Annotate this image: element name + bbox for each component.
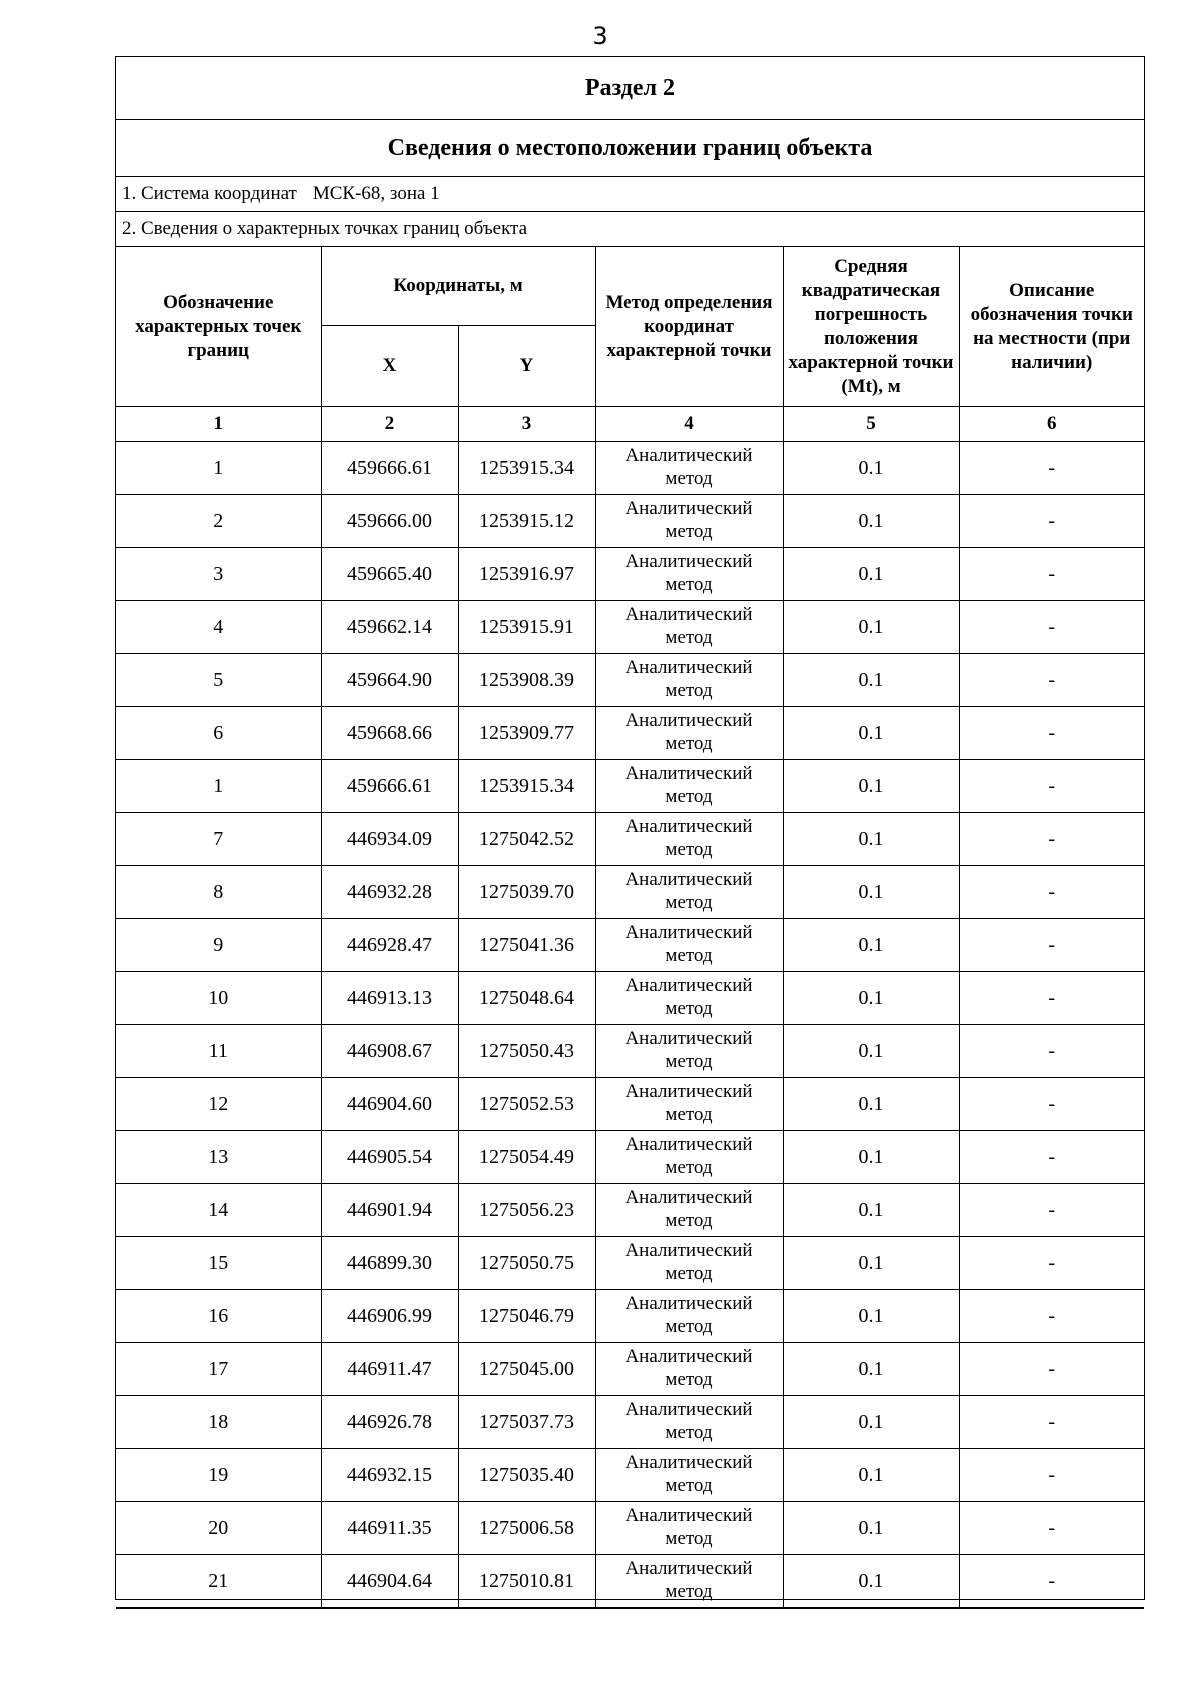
column-number: 6	[959, 407, 1144, 442]
method-line-2: метод	[665, 1528, 713, 1549]
method-line-1: Аналитический	[625, 869, 753, 890]
table-row	[116, 1396, 1144, 1449]
method-line-2: метод	[665, 468, 713, 489]
coord-x: 446913.13	[321, 972, 458, 1025]
method	[595, 601, 783, 654]
coordinate-system-row	[116, 177, 1144, 212]
method-line-1: Аналитический	[625, 551, 753, 572]
table-row	[116, 1555, 1144, 1608]
mt-value: 0.1	[783, 972, 959, 1025]
point-description: -	[959, 1131, 1144, 1184]
coord-y: 1275050.75	[458, 1237, 595, 1290]
coord-x: 446908.67	[321, 1025, 458, 1078]
method-line-2: метод	[665, 1263, 713, 1284]
coord-x: 446901.94	[321, 1184, 458, 1237]
method	[595, 1078, 783, 1131]
table-row	[116, 1343, 1144, 1396]
mt-value: 0.1	[783, 1078, 959, 1131]
point-description: -	[959, 972, 1144, 1025]
column-number: 3	[458, 407, 595, 442]
point-description: -	[959, 442, 1144, 495]
coord-y: 1253916.97	[458, 548, 595, 601]
point-number: 1	[116, 442, 321, 495]
coord-x: 446911.35	[321, 1502, 458, 1555]
table-row	[116, 495, 1144, 548]
mt-value: 0.1	[783, 654, 959, 707]
table-row	[116, 972, 1144, 1025]
table-end-row	[116, 1608, 1144, 1633]
coord-x: 446904.64	[321, 1555, 458, 1608]
method	[595, 1396, 783, 1449]
method-line-2: метод	[665, 998, 713, 1019]
mt-value: 0.1	[783, 1237, 959, 1290]
point-description: -	[959, 1555, 1144, 1608]
coord-x: 446932.15	[321, 1449, 458, 1502]
coordinate-system-value: МСК-68, зона 1	[312, 183, 440, 204]
coord-x: 446899.30	[321, 1237, 458, 1290]
point-number: 1	[116, 760, 321, 813]
point-description: -	[959, 1290, 1144, 1343]
method	[595, 1025, 783, 1078]
method-line-1: Аналитический	[625, 922, 753, 943]
point-description: -	[959, 1449, 1144, 1502]
mt-value: 0.1	[783, 1290, 959, 1343]
coord-y: 1253908.39	[458, 654, 595, 707]
mt-value: 0.1	[783, 1184, 959, 1237]
header-x: X	[321, 326, 458, 407]
method-line-1: Аналитический	[625, 763, 753, 784]
boundary-points-table	[116, 246, 1144, 1608]
point-description: -	[959, 1078, 1144, 1131]
method-line-1: Аналитический	[625, 1028, 753, 1049]
method	[595, 1184, 783, 1237]
method-line-2: метод	[665, 574, 713, 595]
method	[595, 813, 783, 866]
coord-x: 446934.09	[321, 813, 458, 866]
method	[595, 548, 783, 601]
table-row	[116, 919, 1144, 972]
point-number: 4	[116, 601, 321, 654]
point-number: 12	[116, 1078, 321, 1131]
section-2-form	[115, 56, 1145, 1600]
table-row	[116, 1184, 1144, 1237]
method-line-2: метод	[665, 733, 713, 754]
page-number: 3	[592, 22, 608, 50]
method-line-1: Аналитический	[625, 1452, 753, 1473]
point-description: -	[959, 495, 1144, 548]
coord-y: 1275037.73	[458, 1396, 595, 1449]
mt-value: 0.1	[783, 1343, 959, 1396]
method-line-1: Аналитический	[625, 1558, 753, 1579]
method-line-1: Аналитический	[625, 1081, 753, 1102]
table-row	[116, 1025, 1144, 1078]
coord-y: 1275052.53	[458, 1078, 595, 1131]
mt-value: 0.1	[783, 1449, 959, 1502]
point-description: -	[959, 813, 1144, 866]
point-description: -	[959, 1343, 1144, 1396]
coord-y: 1275056.23	[458, 1184, 595, 1237]
mt-value: 0.1	[783, 760, 959, 813]
point-description: -	[959, 1184, 1144, 1237]
method-line-2: метод	[665, 1475, 713, 1496]
column-number: 5	[783, 407, 959, 442]
header-method: Метод определения координат характерной точки	[595, 247, 783, 407]
method-line-1: Аналитический	[625, 445, 753, 466]
method-line-2: метод	[665, 839, 713, 860]
coord-x: 459666.00	[321, 495, 458, 548]
column-number: 4	[595, 407, 783, 442]
point-description: -	[959, 601, 1144, 654]
method-line-2: метод	[665, 1422, 713, 1443]
method	[595, 760, 783, 813]
method-line-2: метод	[665, 521, 713, 542]
coord-y: 1253915.91	[458, 601, 595, 654]
mt-value: 0.1	[783, 1396, 959, 1449]
point-number: 10	[116, 972, 321, 1025]
coord-x: 446904.60	[321, 1078, 458, 1131]
point-number: 3	[116, 548, 321, 601]
method-line-1: Аналитический	[625, 1399, 753, 1420]
method-line-1: Аналитический	[625, 975, 753, 996]
mt-value: 0.1	[783, 866, 959, 919]
coord-y: 1275045.00	[458, 1343, 595, 1396]
point-description: -	[959, 1237, 1144, 1290]
table-row	[116, 1237, 1144, 1290]
coord-y: 1275010.81	[458, 1555, 595, 1608]
coord-y: 1275039.70	[458, 866, 595, 919]
method-line-2: метод	[665, 680, 713, 701]
method-line-2: метод	[665, 1104, 713, 1125]
method-line-1: Аналитический	[625, 710, 753, 731]
point-number: 19	[116, 1449, 321, 1502]
coord-y: 1275048.64	[458, 972, 595, 1025]
header-designation: Обозначение характерных точек границ	[116, 247, 321, 407]
method	[595, 1555, 783, 1608]
mt-value: 0.1	[783, 1131, 959, 1184]
method-line-1: Аналитический	[625, 1505, 753, 1526]
point-number: 8	[116, 866, 321, 919]
method-line-1: Аналитический	[625, 498, 753, 519]
coord-x: 459666.61	[321, 760, 458, 813]
coord-y: 1253915.12	[458, 495, 595, 548]
coord-y: 1275041.36	[458, 919, 595, 972]
method-line-2: метод	[665, 1157, 713, 1178]
point-description: -	[959, 548, 1144, 601]
point-number: 5	[116, 654, 321, 707]
coord-x: 446932.28	[321, 866, 458, 919]
table-row	[116, 1290, 1144, 1343]
method-line-1: Аналитический	[625, 1346, 753, 1367]
table-row	[116, 707, 1144, 760]
point-number: 18	[116, 1396, 321, 1449]
mt-value: 0.1	[783, 707, 959, 760]
table-row	[116, 601, 1144, 654]
point-description: -	[959, 919, 1144, 972]
point-description: -	[959, 866, 1144, 919]
method	[595, 654, 783, 707]
method	[595, 495, 783, 548]
coord-y: 1275046.79	[458, 1290, 595, 1343]
point-description: -	[959, 1025, 1144, 1078]
points-heading: 2. Сведения о характерных точках границ объекта	[122, 218, 528, 239]
method-line-2: метод	[665, 1051, 713, 1072]
method-line-1: Аналитический	[625, 657, 753, 678]
table-row	[116, 813, 1144, 866]
method-line-1: Аналитический	[625, 1240, 753, 1261]
point-description: -	[959, 1502, 1144, 1555]
point-number: 2	[116, 495, 321, 548]
point-number: 21	[116, 1555, 321, 1608]
table-row	[116, 1131, 1144, 1184]
coord-y: 1253909.77	[458, 707, 595, 760]
point-number: 16	[116, 1290, 321, 1343]
method-line-2: метод	[665, 1316, 713, 1337]
table-row	[116, 1449, 1144, 1502]
point-number: 7	[116, 813, 321, 866]
coord-x: 459666.61	[321, 442, 458, 495]
coord-y: 1275035.40	[458, 1449, 595, 1502]
coord-x: 459664.90	[321, 654, 458, 707]
coordinate-system-label: 1. Система координат	[122, 183, 297, 204]
point-number: 9	[116, 919, 321, 972]
point-number: 20	[116, 1502, 321, 1555]
mt-value: 0.1	[783, 1025, 959, 1078]
method-line-2: метод	[665, 627, 713, 648]
method-line-2: метод	[665, 1581, 713, 1602]
coord-x: 459662.14	[321, 601, 458, 654]
table-row	[116, 1502, 1144, 1555]
coord-x: 459665.40	[321, 548, 458, 601]
method-line-2: метод	[665, 1210, 713, 1231]
point-description: -	[959, 1396, 1144, 1449]
method-line-2: метод	[665, 945, 713, 966]
method	[595, 1449, 783, 1502]
coord-x: 446905.54	[321, 1131, 458, 1184]
header-error: Средняя квадратическая погрешность положения характерной точки (Mt), м	[783, 247, 959, 407]
method-line-2: метод	[665, 786, 713, 807]
method	[595, 1237, 783, 1290]
table-row	[116, 866, 1144, 919]
section-title: Раздел 2	[116, 57, 1144, 120]
point-number: 13	[116, 1131, 321, 1184]
method-line-1: Аналитический	[625, 1293, 753, 1314]
point-number: 17	[116, 1343, 321, 1396]
method-line-1: Аналитический	[625, 604, 753, 625]
mt-value: 0.1	[783, 495, 959, 548]
point-description: -	[959, 760, 1144, 813]
point-description: -	[959, 654, 1144, 707]
coord-y: 1253915.34	[458, 760, 595, 813]
header-y: Y	[458, 326, 595, 407]
coord-x: 446928.47	[321, 919, 458, 972]
coord-y: 1275054.49	[458, 1131, 595, 1184]
method-line-1: Аналитический	[625, 816, 753, 837]
point-description: -	[959, 707, 1144, 760]
method	[595, 866, 783, 919]
point-number: 14	[116, 1184, 321, 1237]
coord-y: 1253915.34	[458, 442, 595, 495]
mt-value: 0.1	[783, 813, 959, 866]
method	[595, 1290, 783, 1343]
coord-x: 446911.47	[321, 1343, 458, 1396]
column-number: 2	[321, 407, 458, 442]
mt-value: 0.1	[783, 919, 959, 972]
point-number: 6	[116, 707, 321, 760]
method	[595, 442, 783, 495]
table-row	[116, 1078, 1144, 1131]
table-row	[116, 442, 1144, 495]
table-row	[116, 654, 1144, 707]
method-line-2: метод	[665, 892, 713, 913]
method	[595, 919, 783, 972]
method-line-1: Аналитический	[625, 1134, 753, 1155]
column-number: 1	[116, 407, 321, 442]
header-coordinates: Координаты, м	[321, 247, 595, 326]
coord-y: 1275050.43	[458, 1025, 595, 1078]
method	[595, 707, 783, 760]
coord-x: 446906.99	[321, 1290, 458, 1343]
section-subtitle: Сведения о местоположении границ объекта	[116, 120, 1144, 177]
coord-y: 1275006.58	[458, 1502, 595, 1555]
coord-y: 1275042.52	[458, 813, 595, 866]
mt-value: 0.1	[783, 442, 959, 495]
mt-value: 0.1	[783, 548, 959, 601]
table-row	[116, 548, 1144, 601]
point-number: 15	[116, 1237, 321, 1290]
mt-value: 0.1	[783, 1555, 959, 1608]
table-row	[116, 760, 1144, 813]
method	[595, 1502, 783, 1555]
method	[595, 1131, 783, 1184]
coord-x: 459668.66	[321, 707, 458, 760]
method	[595, 972, 783, 1025]
method	[595, 1343, 783, 1396]
mt-value: 0.1	[783, 1502, 959, 1555]
coord-x: 446926.78	[321, 1396, 458, 1449]
header-description: Описание обозначения точки на местности (при наличии)	[959, 247, 1144, 407]
point-number: 11	[116, 1025, 321, 1078]
method-line-2: метод	[665, 1369, 713, 1390]
method-line-1: Аналитический	[625, 1187, 753, 1208]
mt-value: 0.1	[783, 601, 959, 654]
